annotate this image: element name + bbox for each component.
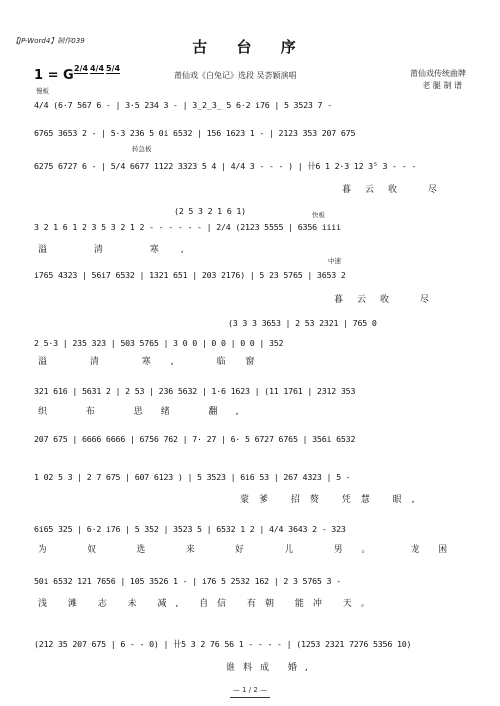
notation-line-10: 6i65 325 | 6·2 i76 | 5 352 | 3523 5 | 6532 1 2 | 4/4 3643 2 - 323 [34, 524, 346, 534]
overline-line-4: (2 5 3 2 1 6 1) [174, 206, 246, 216]
tempo-mark-fast: 快板 [312, 211, 325, 219]
header-tag: 【JP-Word4】制作039 [12, 37, 85, 45]
source-credit: 莆仙戏传统曲牌 [410, 69, 466, 78]
recorder-credit: 老 腿 制 谱 [422, 81, 462, 90]
notation-line-9: 1 02 5 3 | 2 7 675 | 607 6123 ) | 5 3523 | 6i6 53 | 267 4323 | 5 - [34, 472, 351, 482]
time-signature-1: 2/4 [74, 64, 89, 73]
notation-line-2: 6765 3653 2 - | 5·3 236 5 0i 6532 | 156 1623 1 - | 2123 353 207 675 [34, 128, 356, 138]
lyric-line-11: 浅 滩 志 未 减, 自信 有朝 能冲 天。 [38, 599, 379, 609]
key-signature: 1 = G [34, 68, 74, 83]
notation-line-11: 50i 6532 121 7656 | 105 3526 1 - | i76 5 2532 162 | 2 3 5765 3 - [34, 576, 341, 586]
notation-line-1: 4/4 (6·7 567 6 - | 3·5 234 3 - | 3̲2̲3̲ 5 6·2 i76 | 5 3523 7 - [34, 100, 332, 110]
tempo-mark-mid: 中速 [328, 257, 341, 265]
notation-line-7: 321 616 | 5631 2 | 2 53 | 236 5632 | 1·6 1623 | (11 1761 | 2312 353 [34, 386, 356, 396]
notation-line-12: (212 35 207 675 | 6 - - 0) | 卄5 3 2 76 56 1 - - - - | (1253 2321 7276 5356 10) [34, 639, 412, 649]
lyric-line-4: 溢 清 寒, [38, 245, 206, 255]
tempo-mark-turn: 转急板 [132, 145, 152, 153]
lyric-line-10: 为 奴 选 来 好 儿 男。 龙困 [38, 545, 467, 555]
time-signature-2: 4/4 [90, 64, 105, 73]
lyric-line-6: 溢 清 寒, 临窗 [38, 357, 275, 367]
tempo-mark-slow: 慢板 [36, 87, 49, 95]
time-signature-3: 5/4 [106, 64, 121, 73]
lyric-line-7: 织 布 思绪 翻, [38, 407, 257, 417]
notation-line-6: 2 5·3 | 235 323 | 503 5765 | 3 0 0 | 0 0 | 0 0 | 352 [34, 338, 284, 348]
lyric-line-5: 暮云收 尽 [334, 295, 443, 305]
subtitle: 莆仙戏《白兔记》选段 吴荟颖演唱 [174, 71, 297, 80]
lyric-line-3: 暮云收 尽 [342, 185, 451, 195]
notation-line-3: 6275 6727 6 - | 5/4 6677 1122 3323 5 4 | 4/4 3 - - - ) | 卄6 1 2·3 12 3⁵ 3 - - - [34, 161, 417, 171]
notation-line-4: 3 2 1 6 1 2 3 5 3 2 1 2 - - - - - - | 2/4 (2123 5555 | 6356 iiii [34, 222, 341, 232]
overline-line-6: (3 3 3 3653 | 2 53 2321 | 765 0 [228, 318, 377, 328]
notation-line-5: i765 4323 | 56i7 6532 | 1321 651 | 203 2176) | 5 23 5765 | 3653 2 [34, 270, 346, 280]
page-title: 古 台 序 [192, 38, 308, 56]
footer-rule [230, 697, 270, 698]
page-number: — 1 / 2 — [232, 686, 268, 694]
notation-line-8: 207 675 | 6666 6666 | 6756 762 | 7· 27 | 6· 5 6727 6765 | 356i 6532 [34, 434, 356, 444]
lyric-line-9: 蒙爹 招赘 凭慧 眼, [240, 495, 425, 505]
lyric-line-12: 谁料成 婚, [226, 663, 316, 673]
